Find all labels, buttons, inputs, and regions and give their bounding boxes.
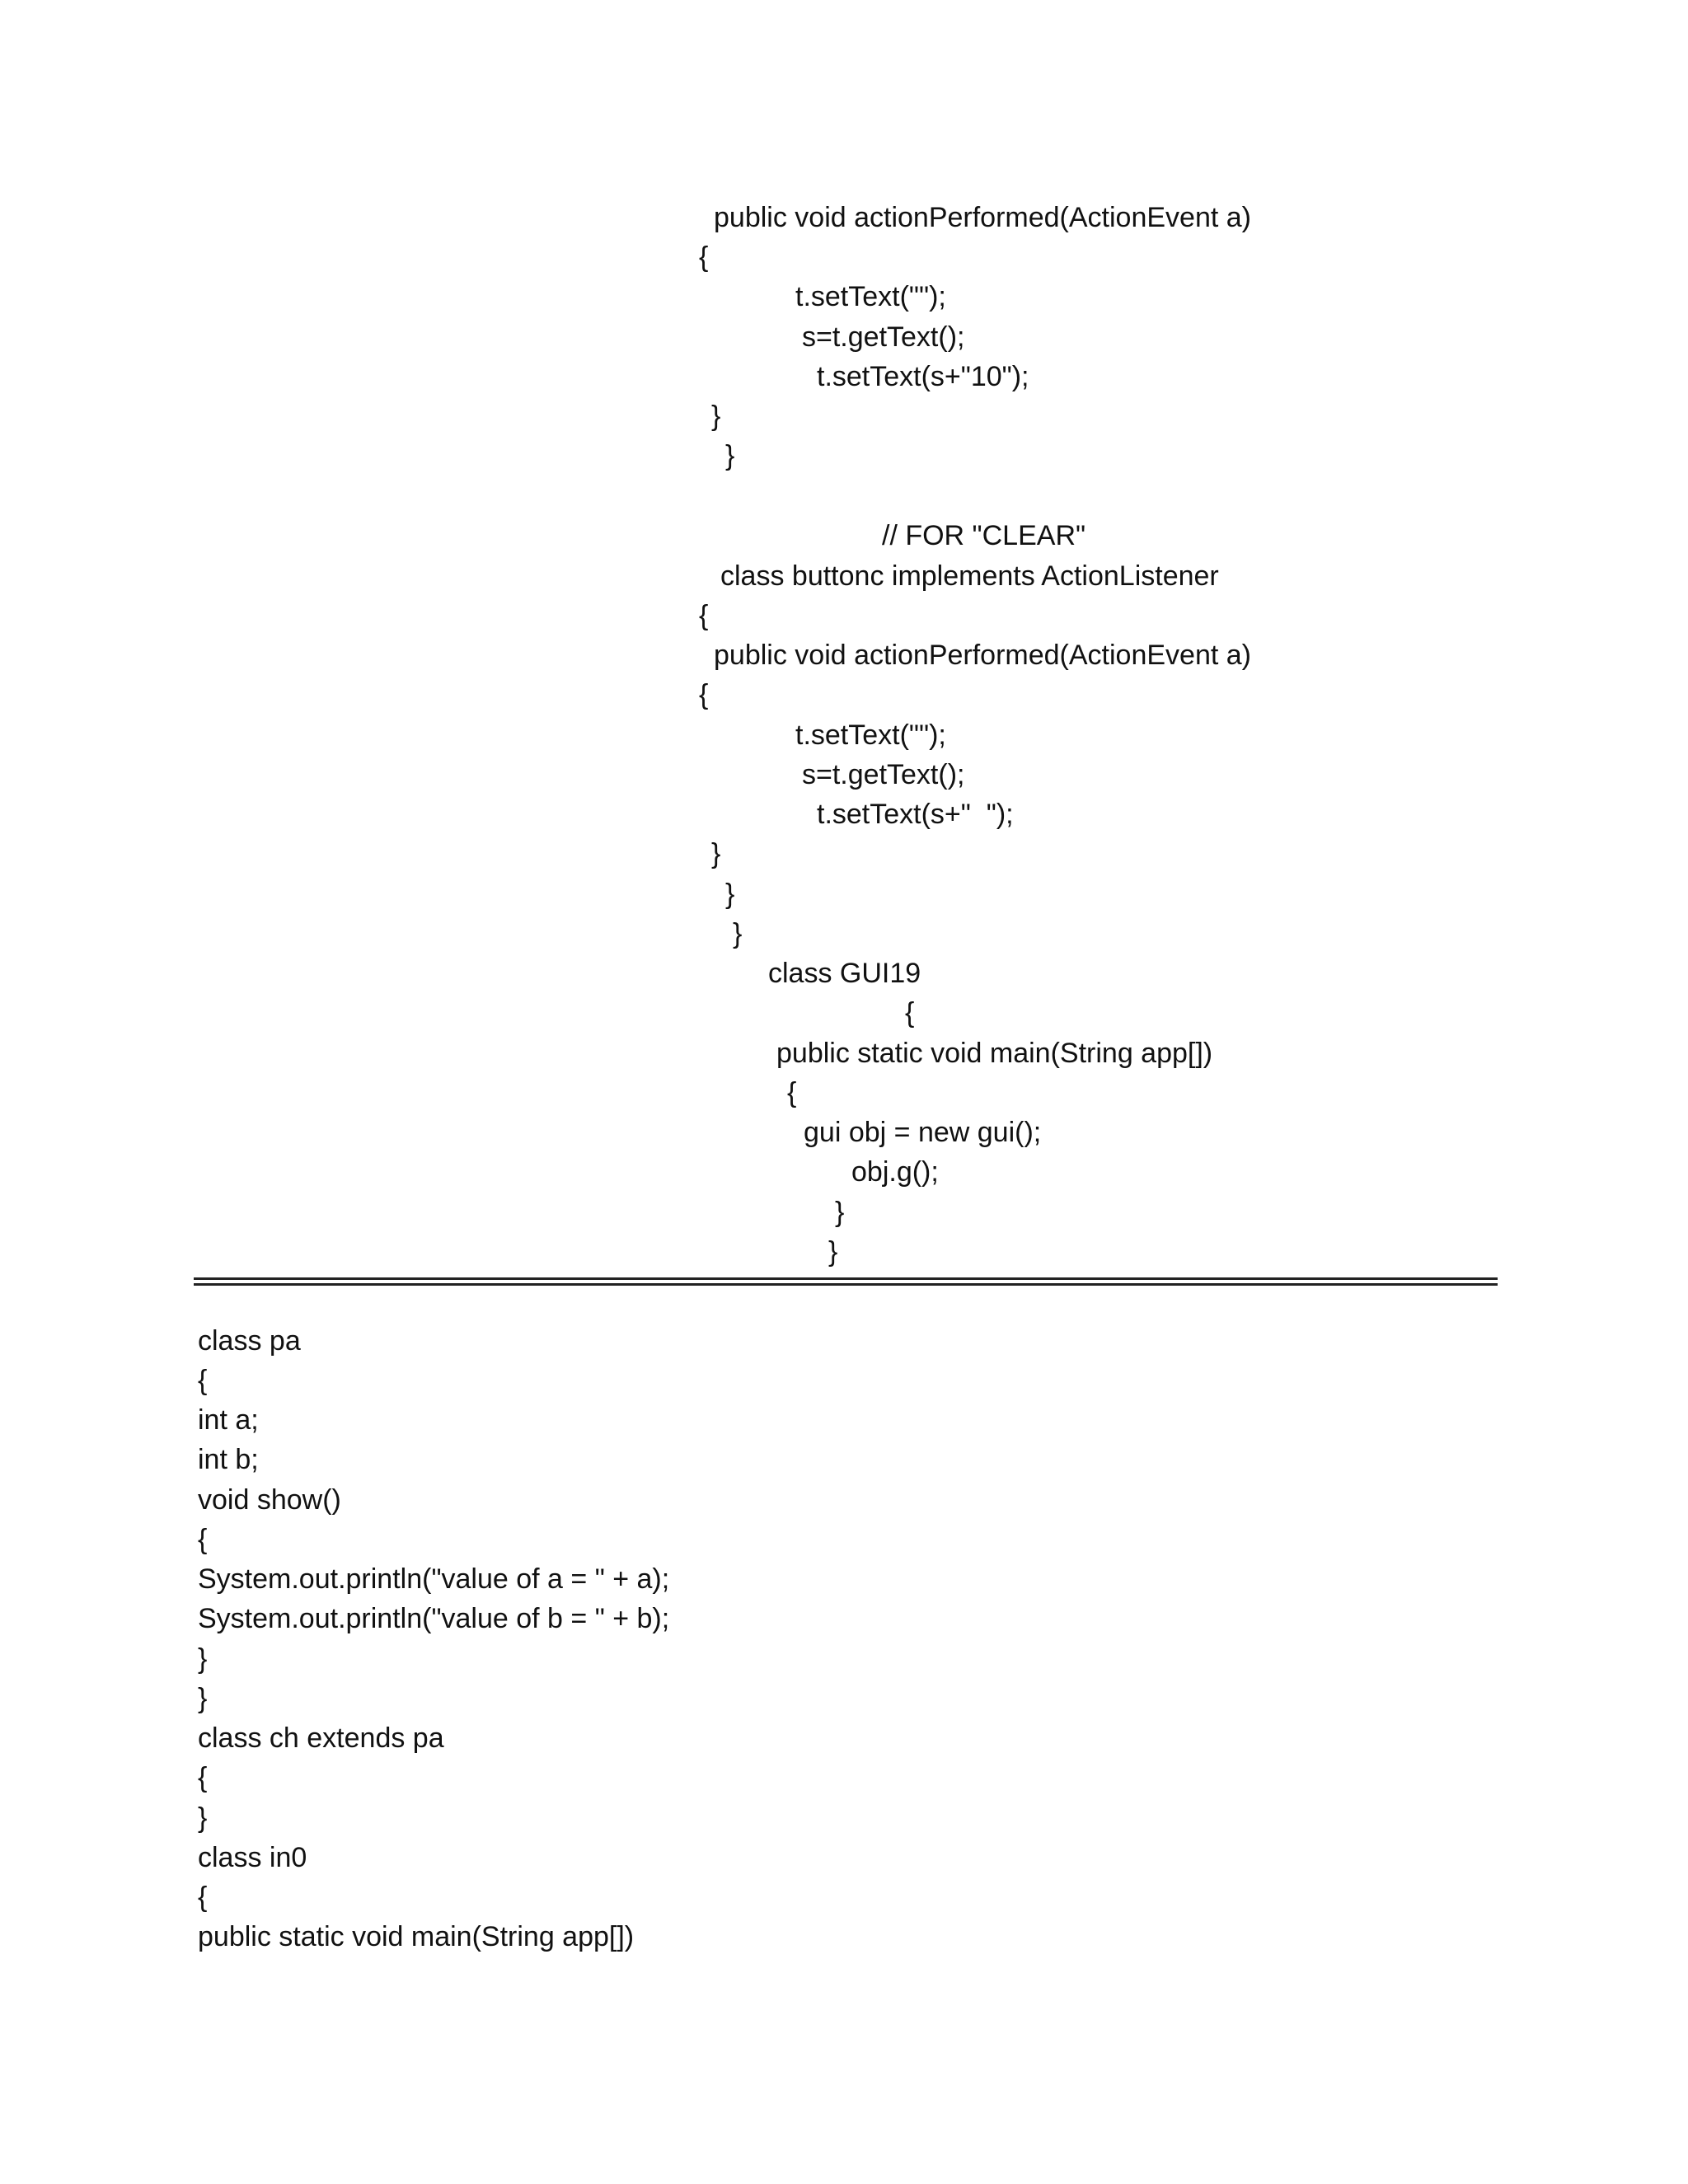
code-line: } (835, 1197, 845, 1228)
code-comment: // FOR "CLEAR" (882, 520, 1086, 551)
code-line: } (828, 1236, 838, 1268)
code-line: System.out.println("value of b = " + b); (198, 1603, 670, 1634)
code-line: class pa (198, 1325, 301, 1357)
code-line: int a; (198, 1404, 259, 1436)
code-line: t.setText(s+" "); (817, 799, 1014, 830)
code-line: { (699, 241, 709, 273)
code-line: { (699, 600, 709, 631)
code-line: class in0 (198, 1842, 307, 1873)
code-line: { (905, 997, 915, 1029)
divider-line-bottom (194, 1283, 1498, 1286)
code-line: class GUI19 (768, 958, 921, 989)
code-line: { (198, 1882, 208, 1913)
code-line: void show() (198, 1484, 341, 1516)
code-line: { (699, 679, 709, 710)
code-line: t.setText(""); (795, 719, 946, 751)
divider-line-top (194, 1277, 1498, 1280)
code-line: class ch extends pa (198, 1722, 444, 1754)
code-line: System.out.println("value of a = " + a); (198, 1563, 670, 1595)
code-line: } (725, 440, 735, 471)
code-line: } (198, 1643, 208, 1675)
code-line: } (711, 401, 721, 432)
code-line: } (198, 1802, 208, 1834)
code-line: { (198, 1365, 208, 1396)
code-line: } (198, 1683, 208, 1714)
code-line: public static void main(String app[]) (198, 1921, 635, 1952)
code-line: obj.g(); (851, 1156, 939, 1188)
code-line: public void actionPerformed(ActionEvent a) (714, 202, 1251, 233)
code-line: t.setText(s+"10"); (817, 361, 1029, 392)
code-line: { (198, 1524, 208, 1555)
code-line: } (733, 918, 743, 949)
code-line: { (787, 1077, 797, 1108)
code-line: t.setText(""); (795, 281, 946, 312)
code-line: s=t.getText(); (802, 759, 965, 790)
code-line: { (198, 1762, 208, 1793)
code-line: s=t.getText(); (802, 321, 965, 353)
code-line: } (711, 838, 721, 869)
code-line: int b; (198, 1444, 259, 1475)
code-line: } (725, 879, 735, 910)
code-line: public void actionPerformed(ActionEvent a) (714, 640, 1251, 671)
code-line: public static void main(String app[]) (776, 1038, 1213, 1069)
code-line: gui obj = new gui(); (804, 1117, 1042, 1148)
code-line: class buttonc implements ActionListener (720, 560, 1219, 592)
